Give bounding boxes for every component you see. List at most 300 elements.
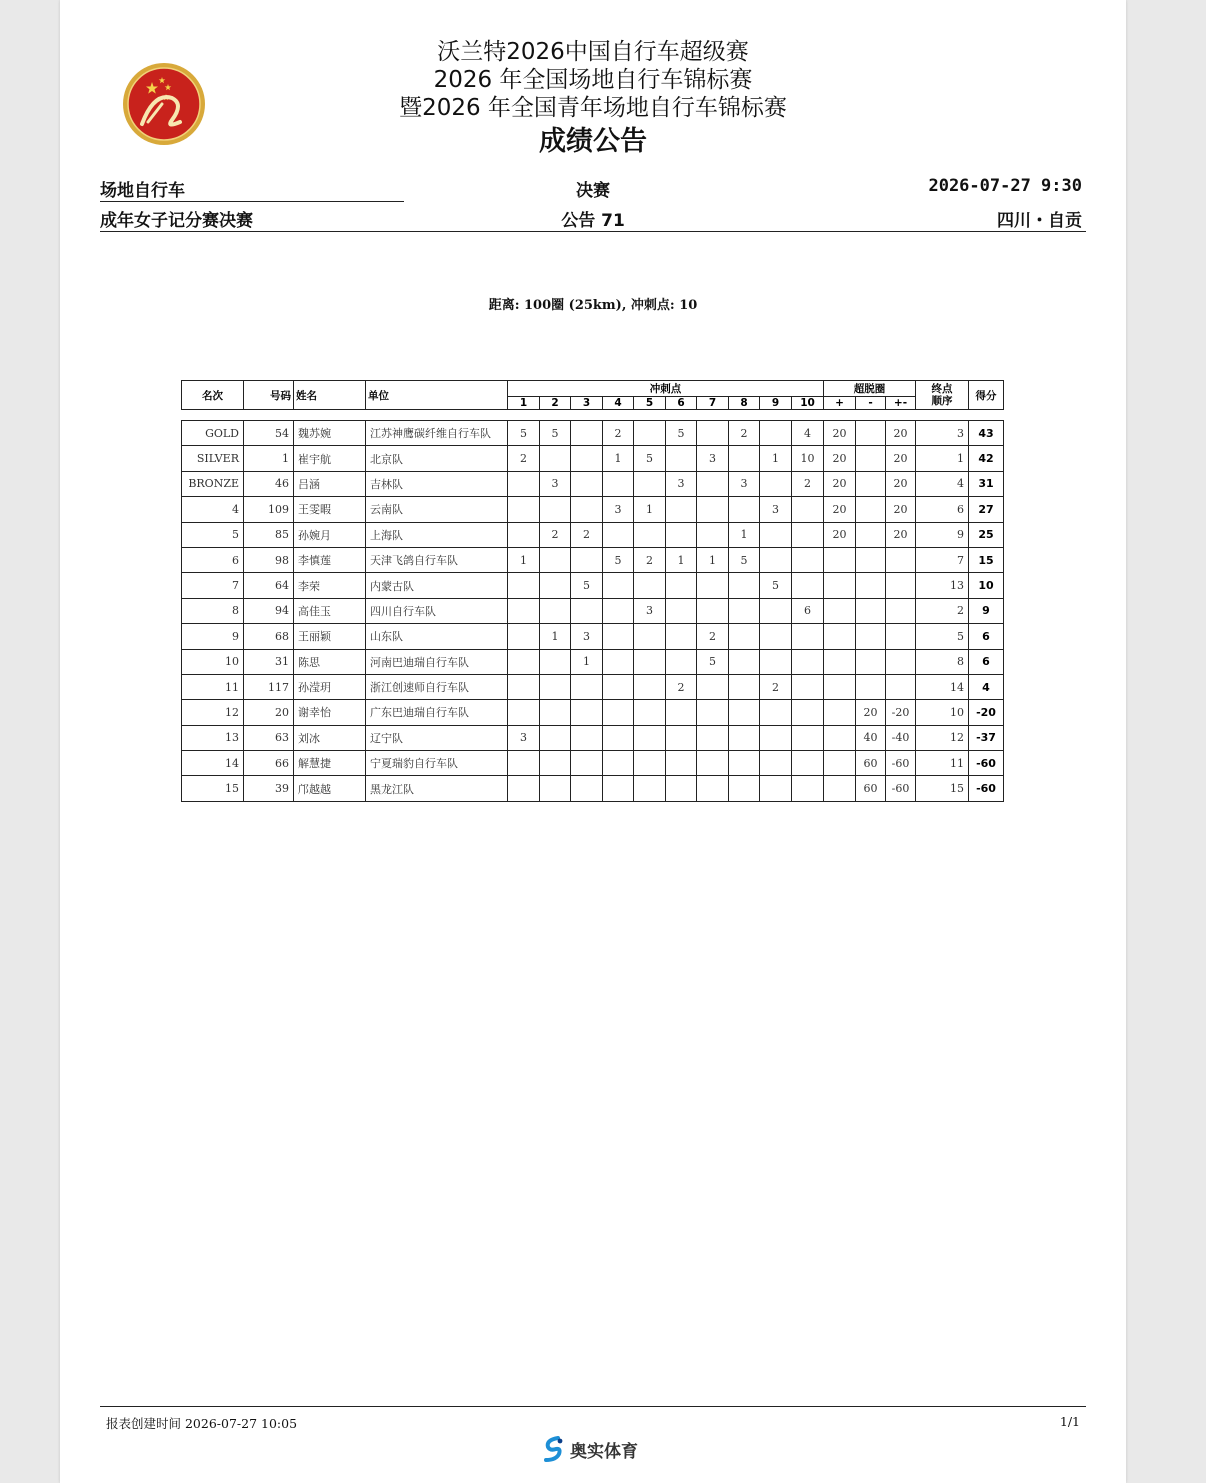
cell-sprint-10 bbox=[792, 776, 824, 801]
cell-laps-net: 20 bbox=[886, 497, 916, 522]
cell-sprint-6 bbox=[666, 497, 697, 522]
cell-sprint-4 bbox=[603, 649, 634, 674]
datetime: 2026-07-27 9:30 bbox=[928, 176, 1082, 196]
cell-sprint-9 bbox=[760, 751, 792, 776]
header-divider-short bbox=[100, 201, 404, 202]
cell-team: 河南巴迪瑞自行车队 bbox=[366, 649, 508, 674]
cell-sprint-10 bbox=[792, 573, 824, 598]
cell-rank: 12 bbox=[182, 700, 244, 725]
cell-laps-lost bbox=[856, 421, 886, 446]
cell-sprint-4 bbox=[603, 573, 634, 598]
cell-sprint-2 bbox=[540, 598, 571, 623]
header-finish-order: 终点 顺序 bbox=[916, 381, 969, 410]
cell-sprint-7 bbox=[697, 471, 729, 496]
cell-sprint-9 bbox=[760, 547, 792, 572]
cell-name: 崔宇航 bbox=[294, 446, 366, 471]
cell-laps-lost bbox=[856, 624, 886, 649]
cell-laps-lost bbox=[856, 649, 886, 674]
cell-laps-gained: 20 bbox=[824, 421, 856, 446]
cell-bib: 31 bbox=[244, 649, 294, 674]
cell-sprint-3 bbox=[571, 446, 603, 471]
cell-sprint-6: 1 bbox=[666, 547, 697, 572]
cell-sprint-8 bbox=[729, 446, 760, 471]
cell-sprint-3 bbox=[571, 598, 603, 623]
cell-sprint-5 bbox=[634, 522, 666, 547]
cell-sprint-6: 3 bbox=[666, 471, 697, 496]
cell-bib: 117 bbox=[244, 674, 294, 699]
cell-laps-gained: 20 bbox=[824, 471, 856, 496]
cell-sprint-1 bbox=[508, 776, 540, 801]
header-sprint-10: 10 bbox=[792, 397, 824, 410]
cell-laps-net: -60 bbox=[886, 751, 916, 776]
cell-sprint-10 bbox=[792, 649, 824, 674]
cell-laps-lost bbox=[856, 573, 886, 598]
cell-finish-order: 12 bbox=[916, 725, 969, 750]
cell-sprint-1 bbox=[508, 522, 540, 547]
cell-name: 魏苏婉 bbox=[294, 421, 366, 446]
header-team: 单位 bbox=[366, 381, 508, 410]
cell-sprint-7 bbox=[697, 776, 729, 801]
cell-sprint-7 bbox=[697, 497, 729, 522]
cell-points: 6 bbox=[969, 624, 1004, 649]
cell-sprint-8 bbox=[729, 497, 760, 522]
cell-sprint-7: 2 bbox=[697, 624, 729, 649]
report-created-time: 报表创建时间 2026-07-27 10:05 bbox=[106, 1416, 298, 1431]
cell-team: 黑龙江队 bbox=[366, 776, 508, 801]
cell-sprint-3 bbox=[571, 421, 603, 446]
cell-sprint-6 bbox=[666, 700, 697, 725]
table-row bbox=[182, 674, 1004, 699]
cell-laps-gained bbox=[824, 598, 856, 623]
cell-laps-lost bbox=[856, 547, 886, 572]
cell-rank: 4 bbox=[182, 497, 244, 522]
cell-rank: BRONZE bbox=[182, 471, 244, 496]
cell-finish-order: 2 bbox=[916, 598, 969, 623]
cell-points: 42 bbox=[969, 446, 1004, 471]
title-line-2: 2026 年全国场地自行车锦标赛 bbox=[433, 67, 753, 93]
cell-team: 吉林队 bbox=[366, 471, 508, 496]
brand-name: 奥实体育 bbox=[570, 1441, 638, 1462]
cell-laps-net bbox=[886, 547, 916, 572]
cell-sprint-4: 1 bbox=[603, 446, 634, 471]
cell-bib: 63 bbox=[244, 725, 294, 750]
header-lap-col-1: + bbox=[824, 397, 856, 410]
cell-sprint-3 bbox=[571, 547, 603, 572]
cell-finish-order: 6 bbox=[916, 497, 969, 522]
cell-sprint-9 bbox=[760, 471, 792, 496]
cell-laps-lost: 60 bbox=[856, 776, 886, 801]
cell-sprint-9 bbox=[760, 700, 792, 725]
table-row bbox=[182, 547, 1004, 572]
cell-sprint-7 bbox=[697, 598, 729, 623]
header-sprint-9: 9 bbox=[760, 397, 792, 410]
cell-team: 山东队 bbox=[366, 624, 508, 649]
title-results-notice: 成绩公告 bbox=[539, 126, 647, 157]
header-points: 得分 bbox=[969, 381, 1004, 410]
cell-finish-order: 14 bbox=[916, 674, 969, 699]
cell-laps-gained bbox=[824, 649, 856, 674]
header-lap-col-3: +- bbox=[886, 397, 916, 410]
cell-bib: 94 bbox=[244, 598, 294, 623]
cell-sprint-8: 3 bbox=[729, 471, 760, 496]
cell-sprint-7: 1 bbox=[697, 547, 729, 572]
cell-sprint-6 bbox=[666, 649, 697, 674]
cell-team: 辽宁队 bbox=[366, 725, 508, 750]
table-row bbox=[182, 776, 1004, 801]
cell-name: 王丽颖 bbox=[294, 624, 366, 649]
table-row bbox=[182, 624, 1004, 649]
cell-sprint-9: 3 bbox=[760, 497, 792, 522]
header-sprint-5: 5 bbox=[634, 397, 666, 410]
title-line-1: 沃兰特2026中国自行车超级赛 bbox=[437, 39, 749, 65]
header-lap-col-2: - bbox=[856, 397, 886, 410]
cell-team: 天津飞鸽自行车队 bbox=[366, 547, 508, 572]
cell-sprint-6 bbox=[666, 522, 697, 547]
cell-sprint-10: 10 bbox=[792, 446, 824, 471]
cell-sprint-1: 1 bbox=[508, 547, 540, 572]
cell-sprint-4: 5 bbox=[603, 547, 634, 572]
cell-sprint-7 bbox=[697, 674, 729, 699]
cell-sprint-1 bbox=[508, 674, 540, 699]
table-row bbox=[182, 725, 1004, 750]
cell-sprint-7 bbox=[697, 573, 729, 598]
cell-sprint-5 bbox=[634, 674, 666, 699]
cell-rank: 7 bbox=[182, 573, 244, 598]
cell-sprint-8 bbox=[729, 649, 760, 674]
cell-sprint-7: 3 bbox=[697, 446, 729, 471]
cell-sprint-6 bbox=[666, 725, 697, 750]
cell-sprint-5 bbox=[634, 700, 666, 725]
brand-mark bbox=[542, 1436, 638, 1462]
cell-sprint-1 bbox=[508, 751, 540, 776]
cell-sprint-8 bbox=[729, 573, 760, 598]
cell-finish-order: 8 bbox=[916, 649, 969, 674]
cell-sprint-5 bbox=[634, 624, 666, 649]
header-divider bbox=[100, 231, 1086, 232]
cell-sprint-4: 3 bbox=[603, 497, 634, 522]
title-line-3: 暨2026 年全国青年场地自行车锦标赛 bbox=[399, 95, 787, 121]
table-row bbox=[182, 573, 1004, 598]
cell-sprint-2 bbox=[540, 751, 571, 776]
cell-sprint-1: 3 bbox=[508, 725, 540, 750]
cell-name: 吕涵 bbox=[294, 471, 366, 496]
cell-points: -60 bbox=[969, 751, 1004, 776]
cell-sprint-2: 3 bbox=[540, 471, 571, 496]
cell-laps-gained bbox=[824, 725, 856, 750]
cell-name: 解慧捷 bbox=[294, 751, 366, 776]
cell-laps-gained bbox=[824, 624, 856, 649]
cell-sprint-2: 1 bbox=[540, 624, 571, 649]
cell-team: 上海队 bbox=[366, 522, 508, 547]
cell-sprint-4 bbox=[603, 674, 634, 699]
header-sprint-2: 2 bbox=[540, 397, 571, 410]
cell-points: 10 bbox=[969, 573, 1004, 598]
cell-sprint-3 bbox=[571, 700, 603, 725]
table-row bbox=[182, 446, 1004, 471]
cell-sprint-6 bbox=[666, 624, 697, 649]
cell-sprint-2 bbox=[540, 649, 571, 674]
cell-sprint-8 bbox=[729, 700, 760, 725]
cell-laps-net: 20 bbox=[886, 471, 916, 496]
cell-sprint-10 bbox=[792, 624, 824, 649]
cell-laps-lost bbox=[856, 598, 886, 623]
cell-laps-net bbox=[886, 573, 916, 598]
header-rank: 名次 bbox=[182, 381, 244, 410]
cell-sprint-7 bbox=[697, 700, 729, 725]
cell-finish-order: 5 bbox=[916, 624, 969, 649]
cell-sprint-8 bbox=[729, 624, 760, 649]
cell-sprint-6: 2 bbox=[666, 674, 697, 699]
cell-sprint-2: 5 bbox=[540, 421, 571, 446]
cell-laps-net bbox=[886, 598, 916, 623]
cell-name: 高佳玉 bbox=[294, 598, 366, 623]
cell-bib: 109 bbox=[244, 497, 294, 522]
cell-bib: 54 bbox=[244, 421, 294, 446]
cell-sprint-8: 1 bbox=[729, 522, 760, 547]
cell-sprint-5 bbox=[634, 471, 666, 496]
cell-sprint-3: 2 bbox=[571, 522, 603, 547]
cell-laps-net: 20 bbox=[886, 522, 916, 547]
cell-sprint-1 bbox=[508, 700, 540, 725]
cell-bib: 46 bbox=[244, 471, 294, 496]
cell-sprint-7 bbox=[697, 522, 729, 547]
cell-finish-order: 9 bbox=[916, 522, 969, 547]
cell-points: 43 bbox=[969, 421, 1004, 446]
table-row bbox=[182, 649, 1004, 674]
cell-name: 陈思 bbox=[294, 649, 366, 674]
cell-sprint-8 bbox=[729, 725, 760, 750]
cell-rank: 15 bbox=[182, 776, 244, 801]
cell-name: 邝越越 bbox=[294, 776, 366, 801]
cell-finish-order: 4 bbox=[916, 471, 969, 496]
cell-laps-gained: 20 bbox=[824, 497, 856, 522]
cell-laps-net bbox=[886, 674, 916, 699]
cell-sprint-3: 5 bbox=[571, 573, 603, 598]
results-page bbox=[60, 0, 1126, 1483]
cell-points: -60 bbox=[969, 776, 1004, 801]
cell-rank: 11 bbox=[182, 674, 244, 699]
cell-sprint-1 bbox=[508, 598, 540, 623]
cell-team: 浙江创速师自行车队 bbox=[366, 674, 508, 699]
cell-sprint-7 bbox=[697, 751, 729, 776]
cell-sprint-5 bbox=[634, 776, 666, 801]
cell-team: 四川自行车队 bbox=[366, 598, 508, 623]
cell-sprint-5: 3 bbox=[634, 598, 666, 623]
cell-sprint-4 bbox=[603, 471, 634, 496]
cell-name: 孙滢玥 bbox=[294, 674, 366, 699]
cell-sprint-6 bbox=[666, 776, 697, 801]
cell-laps-net bbox=[886, 624, 916, 649]
cell-team: 江苏神鹰碳纤维自行车队 bbox=[366, 421, 508, 446]
cell-sprint-10 bbox=[792, 522, 824, 547]
cell-name: 王雯暇 bbox=[294, 497, 366, 522]
brand-logo-icon bbox=[542, 1436, 566, 1462]
cell-sprint-8 bbox=[729, 776, 760, 801]
cell-laps-net: -20 bbox=[886, 700, 916, 725]
cell-name: 孙婉月 bbox=[294, 522, 366, 547]
cell-points: 6 bbox=[969, 649, 1004, 674]
cell-laps-lost bbox=[856, 522, 886, 547]
cell-sprint-1 bbox=[508, 471, 540, 496]
cell-sprint-10: 4 bbox=[792, 421, 824, 446]
cell-sprint-4 bbox=[603, 624, 634, 649]
cell-sprint-3 bbox=[571, 471, 603, 496]
cell-sprint-6: 5 bbox=[666, 421, 697, 446]
cell-sprint-5 bbox=[634, 649, 666, 674]
cell-sprint-3 bbox=[571, 751, 603, 776]
cell-rank: 8 bbox=[182, 598, 244, 623]
notice-number: 公告 71 bbox=[561, 211, 625, 231]
distance-info: 距离: 100圈 (25km), 冲刺点: 10 bbox=[488, 298, 698, 313]
cell-sprint-9 bbox=[760, 725, 792, 750]
cell-sprint-4 bbox=[603, 776, 634, 801]
cell-laps-net bbox=[886, 649, 916, 674]
cell-sprint-8 bbox=[729, 751, 760, 776]
cell-laps-gained bbox=[824, 751, 856, 776]
cell-sprint-2 bbox=[540, 547, 571, 572]
header-sprints: 冲刺点 bbox=[508, 381, 824, 397]
cell-sprint-3 bbox=[571, 725, 603, 750]
cell-rank: GOLD bbox=[182, 421, 244, 446]
cell-sprint-10 bbox=[792, 547, 824, 572]
cell-laps-net: -40 bbox=[886, 725, 916, 750]
cell-rank: 10 bbox=[182, 649, 244, 674]
cell-bib: 1 bbox=[244, 446, 294, 471]
cell-sprint-3 bbox=[571, 674, 603, 699]
cell-bib: 68 bbox=[244, 624, 294, 649]
venue: 四川・自贡 bbox=[997, 211, 1082, 231]
cell-sprint-3 bbox=[571, 497, 603, 522]
cell-rank: SILVER bbox=[182, 446, 244, 471]
cell-sprint-7 bbox=[697, 725, 729, 750]
cell-sprint-4 bbox=[603, 522, 634, 547]
cell-sprint-2 bbox=[540, 446, 571, 471]
cell-finish-order: 11 bbox=[916, 751, 969, 776]
cell-team: 云南队 bbox=[366, 497, 508, 522]
page-number: 1/1 bbox=[1059, 1414, 1080, 1429]
cell-sprint-10 bbox=[792, 725, 824, 750]
cell-sprint-10 bbox=[792, 497, 824, 522]
cell-laps-gained: 20 bbox=[824, 522, 856, 547]
cell-laps-lost: 40 bbox=[856, 725, 886, 750]
cell-sprint-8: 5 bbox=[729, 547, 760, 572]
cell-sprint-8 bbox=[729, 674, 760, 699]
cell-finish-order: 15 bbox=[916, 776, 969, 801]
cell-sprint-4: 2 bbox=[603, 421, 634, 446]
cell-sprint-1: 5 bbox=[508, 421, 540, 446]
cell-sprint-9: 5 bbox=[760, 573, 792, 598]
cell-sprint-9 bbox=[760, 522, 792, 547]
cell-sprint-1: 2 bbox=[508, 446, 540, 471]
cell-laps-lost: 20 bbox=[856, 700, 886, 725]
cell-sprint-5 bbox=[634, 421, 666, 446]
cell-points: -20 bbox=[969, 700, 1004, 725]
footer-divider bbox=[100, 1406, 1086, 1407]
cell-bib: 39 bbox=[244, 776, 294, 801]
cell-sprint-10 bbox=[792, 751, 824, 776]
header-laps: 超脱圈 bbox=[824, 381, 916, 397]
cell-sprint-2 bbox=[540, 573, 571, 598]
cell-sprint-9: 2 bbox=[760, 674, 792, 699]
cell-sprint-6 bbox=[666, 598, 697, 623]
cell-laps-gained bbox=[824, 700, 856, 725]
cell-laps-gained: 20 bbox=[824, 446, 856, 471]
cell-sprint-9 bbox=[760, 598, 792, 623]
cell-sprint-4 bbox=[603, 751, 634, 776]
cell-rank: 13 bbox=[182, 725, 244, 750]
cell-sprint-3: 1 bbox=[571, 649, 603, 674]
cell-sprint-4 bbox=[603, 598, 634, 623]
cell-points: 9 bbox=[969, 598, 1004, 623]
cell-sprint-2 bbox=[540, 497, 571, 522]
cell-sprint-4 bbox=[603, 700, 634, 725]
cell-points: 27 bbox=[969, 497, 1004, 522]
cell-sprint-7: 5 bbox=[697, 649, 729, 674]
cell-laps-lost bbox=[856, 497, 886, 522]
cell-name: 刘冰 bbox=[294, 725, 366, 750]
cell-sprint-8: 2 bbox=[729, 421, 760, 446]
cell-points: 25 bbox=[969, 522, 1004, 547]
cell-laps-gained bbox=[824, 776, 856, 801]
cell-finish-order: 10 bbox=[916, 700, 969, 725]
cell-team: 内蒙古队 bbox=[366, 573, 508, 598]
cell-points: 31 bbox=[969, 471, 1004, 496]
cell-bib: 64 bbox=[244, 573, 294, 598]
cell-sprint-10: 2 bbox=[792, 471, 824, 496]
cell-sprint-5 bbox=[634, 751, 666, 776]
cell-points: -37 bbox=[969, 725, 1004, 750]
cell-name: 李荣 bbox=[294, 573, 366, 598]
cell-sprint-5: 1 bbox=[634, 497, 666, 522]
cell-sprint-2 bbox=[540, 776, 571, 801]
cell-sprint-1 bbox=[508, 624, 540, 649]
cell-points: 4 bbox=[969, 674, 1004, 699]
cell-sprint-5 bbox=[634, 573, 666, 598]
cell-sprint-9 bbox=[760, 421, 792, 446]
cell-sprint-2 bbox=[540, 674, 571, 699]
cell-team: 北京队 bbox=[366, 446, 508, 471]
stage: 决赛 bbox=[576, 181, 610, 201]
header-sprint-4: 4 bbox=[603, 397, 634, 410]
event-name: 成年女子记分赛决赛 bbox=[100, 211, 253, 231]
table-row bbox=[182, 471, 1004, 496]
table-row bbox=[182, 497, 1004, 522]
cell-laps-lost bbox=[856, 674, 886, 699]
cell-sprint-10 bbox=[792, 700, 824, 725]
cell-rank: 6 bbox=[182, 547, 244, 572]
table-row bbox=[182, 700, 1004, 725]
cell-laps-net: 20 bbox=[886, 446, 916, 471]
cell-sprint-8 bbox=[729, 598, 760, 623]
cell-laps-lost: 60 bbox=[856, 751, 886, 776]
table-row bbox=[182, 598, 1004, 623]
cell-sprint-6 bbox=[666, 446, 697, 471]
cell-finish-order: 1 bbox=[916, 446, 969, 471]
header-sprint-6: 6 bbox=[666, 397, 697, 410]
cell-name: 谢幸怡 bbox=[294, 700, 366, 725]
cell-laps-net: -60 bbox=[886, 776, 916, 801]
cell-sprint-1 bbox=[508, 649, 540, 674]
cell-sprint-2: 2 bbox=[540, 522, 571, 547]
table-row bbox=[182, 522, 1004, 547]
cell-sprint-5 bbox=[634, 725, 666, 750]
cell-laps-gained bbox=[824, 674, 856, 699]
cell-finish-order: 3 bbox=[916, 421, 969, 446]
cell-name: 李慎莲 bbox=[294, 547, 366, 572]
cell-team: 宁夏瑞豹自行车队 bbox=[366, 751, 508, 776]
header-sprint-1: 1 bbox=[508, 397, 540, 410]
cell-sprint-3 bbox=[571, 776, 603, 801]
